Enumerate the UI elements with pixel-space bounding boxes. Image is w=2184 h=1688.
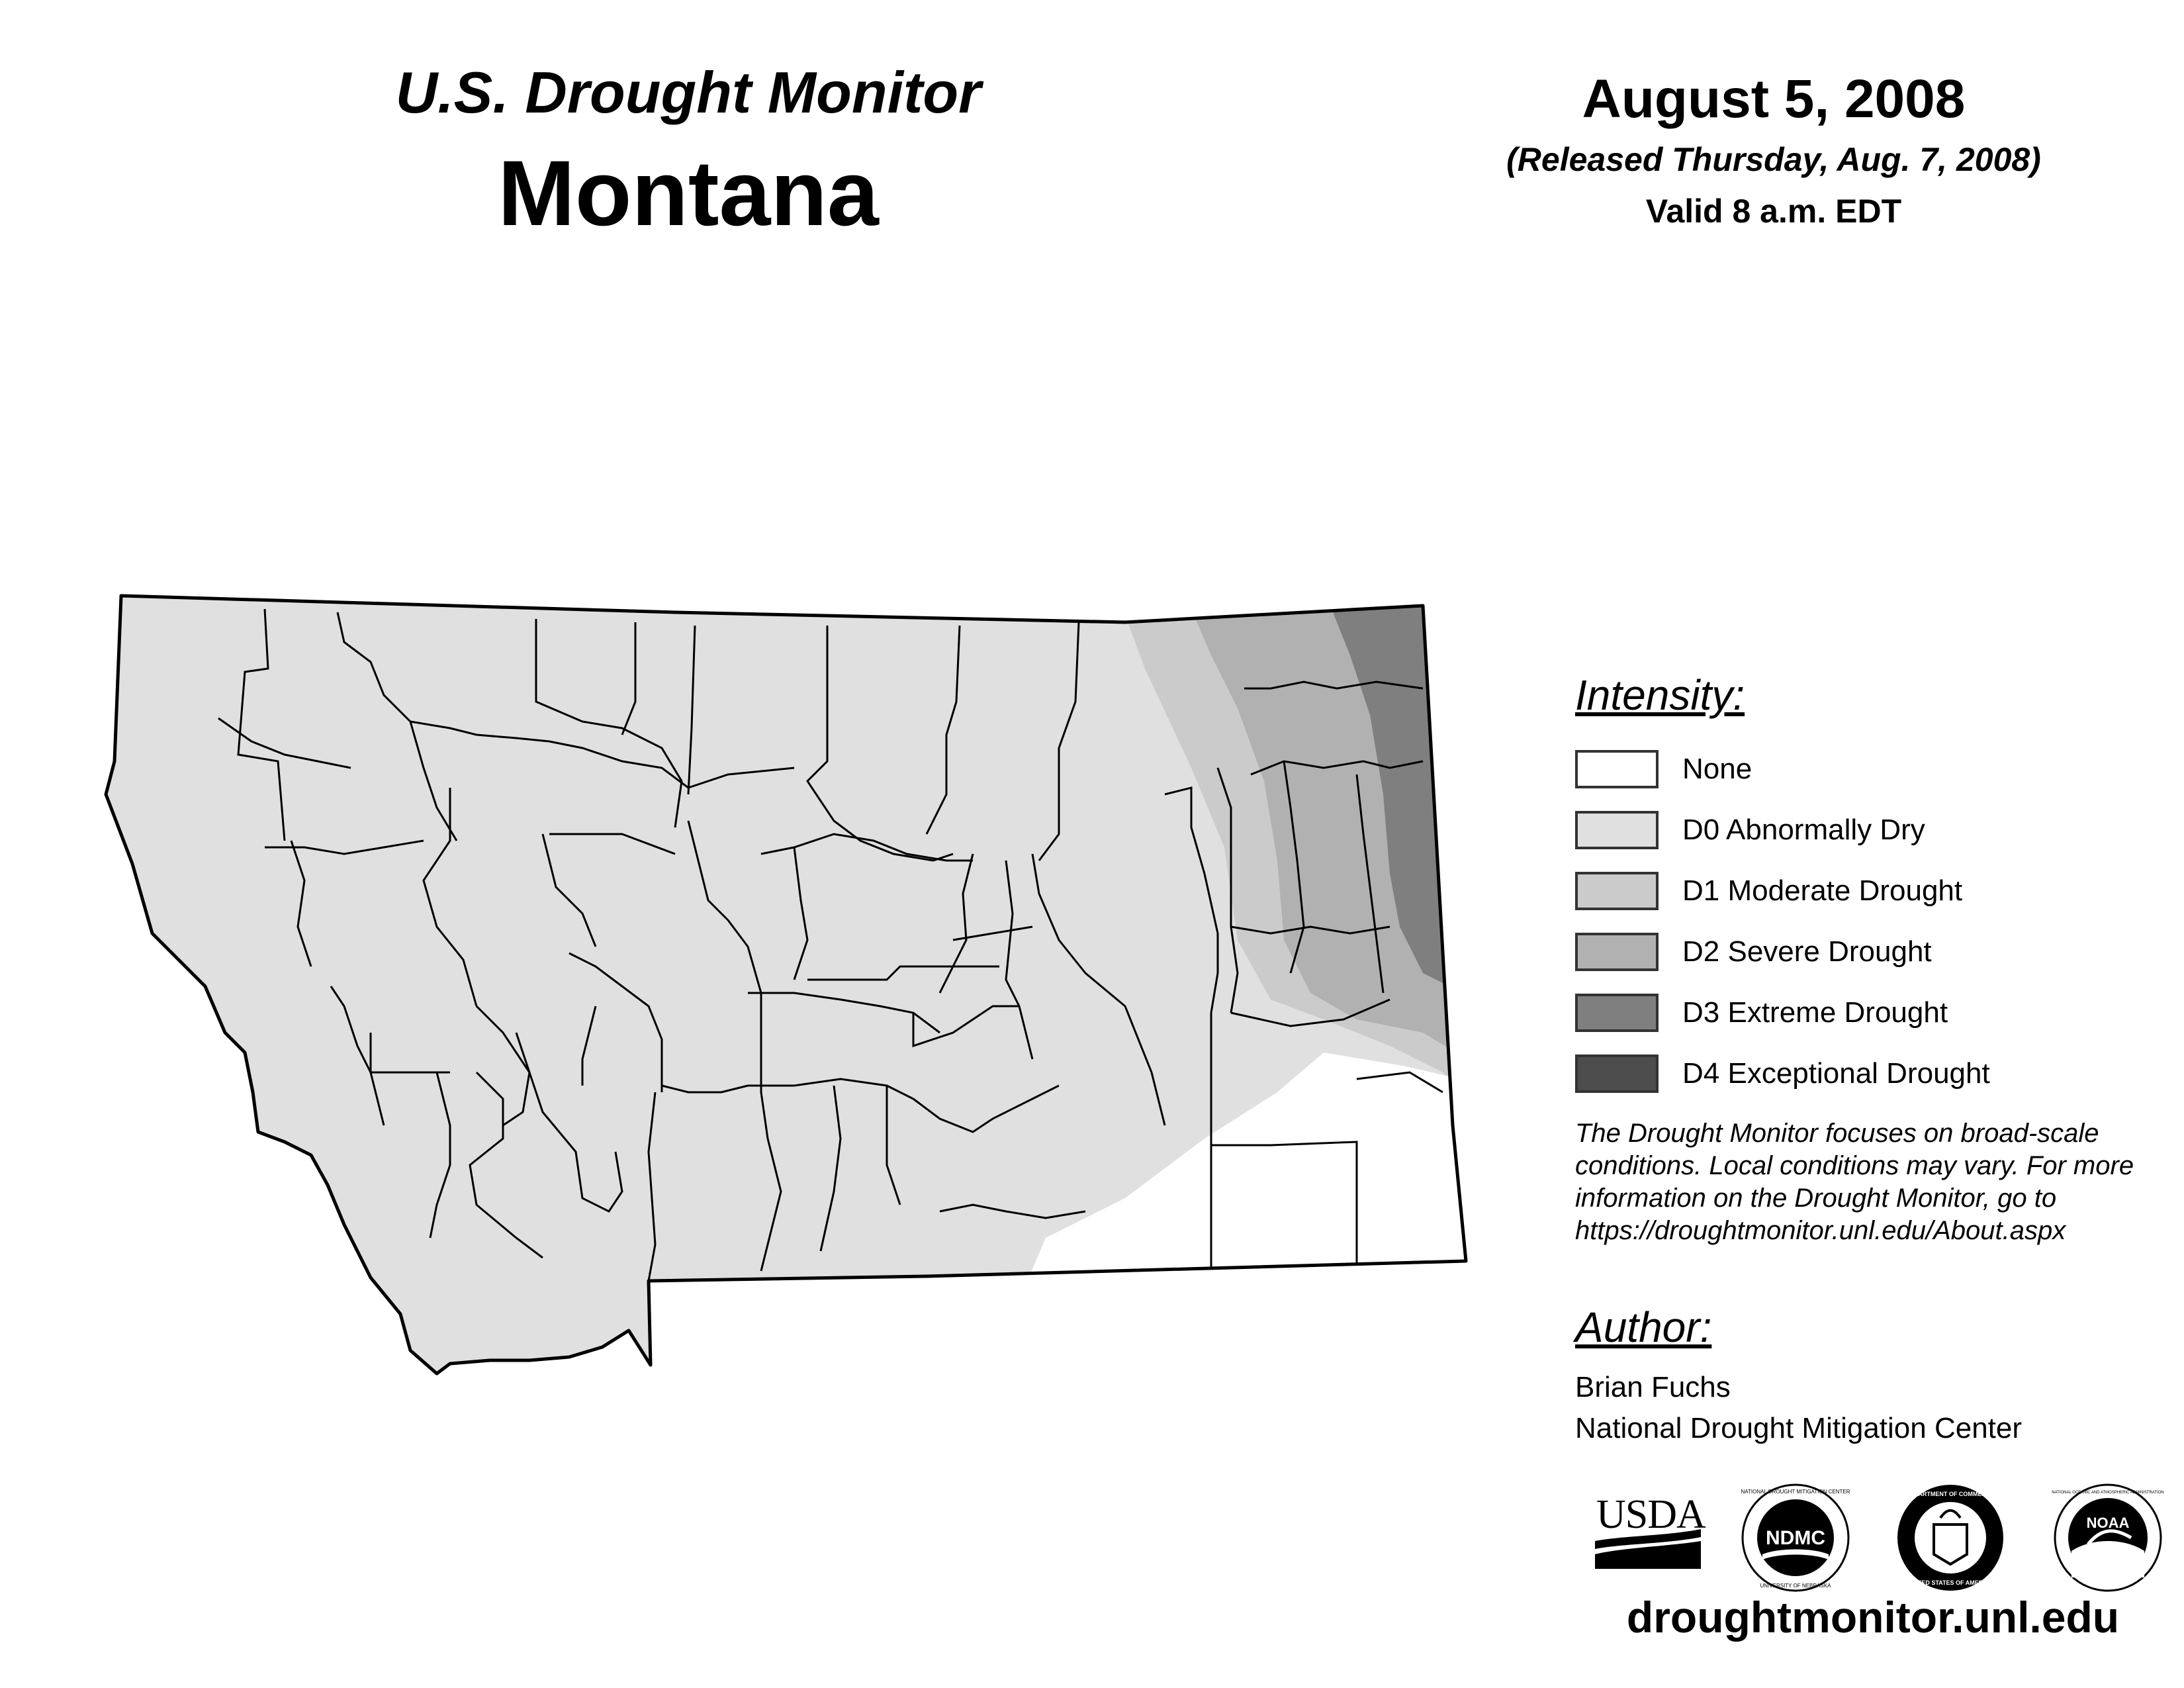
legend-item-d4 xyxy=(1575,1043,2171,1104)
legend xyxy=(1575,669,2171,1104)
legend-swatch xyxy=(1575,933,1659,971)
author-title: Author: xyxy=(1575,1303,1712,1351)
release-date: (Released Thursday, Aug. 7, 2008) xyxy=(1506,141,2041,178)
legend-label: None xyxy=(1682,753,1752,785)
noaa-logo-text: NOAA xyxy=(2086,1515,2130,1531)
ndmc-ring-top: NATIONAL DROUGHT MITIGATION CENTER xyxy=(1741,1489,1850,1495)
legend-swatch xyxy=(1575,994,1659,1032)
legend-title: Intensity: xyxy=(1575,671,1745,719)
legend-swatch xyxy=(1575,1055,1659,1093)
ndmc-logo xyxy=(1739,1481,1852,1594)
map-date: August 5, 2008 xyxy=(1582,69,1966,129)
legend-swatch xyxy=(1575,750,1659,788)
legend-label: D4 Exceptional Drought xyxy=(1682,1057,1990,1090)
noaa-logo xyxy=(2052,1481,2164,1594)
ndmc-logo-text: NDMC xyxy=(1766,1527,1825,1549)
usda-logo-text: USDA xyxy=(1596,1492,1706,1537)
commerce-ring-bottom: UNITED STATES OF AMERICA xyxy=(1907,1579,1993,1586)
noaa-ring-text: NATIONAL OCEANIC AND ATMOSPHERIC ADMINISTRATION xyxy=(2052,1491,2164,1495)
legend-label: D0 Abnormally Dry xyxy=(1682,814,1925,846)
disclaimer xyxy=(1575,1117,2184,1247)
legend-label: D3 Extreme Drought xyxy=(1682,996,1948,1029)
legend-item-none xyxy=(1575,739,2171,800)
valid-time: Valid 8 a.m. EDT xyxy=(1645,193,1902,230)
legend-swatch xyxy=(1575,811,1659,849)
ndmc-ring-bottom: UNIVERSITY OF NEBRASKA xyxy=(1760,1583,1831,1589)
agency-logos xyxy=(1588,1476,2171,1595)
usda-logo xyxy=(1595,1489,1707,1582)
legend-label: D2 Severe Drought xyxy=(1682,935,1932,968)
legend-item-d0 xyxy=(1575,800,2171,861)
commerce-ring-top: DEPARTMENT OF COMMERCE xyxy=(1906,1491,1995,1497)
legend-label: D1 Moderate Drought xyxy=(1682,874,1963,907)
legend-item-d3 xyxy=(1575,982,2171,1043)
author-block xyxy=(1575,1301,2171,1449)
disclaimer-link[interactable]: https://droughtmonitor.unl.edu/About.aspx xyxy=(1575,1216,2066,1245)
author-org: National Drought Mitigation Center xyxy=(1575,1412,2023,1444)
date-block xyxy=(1443,66,2105,233)
legend-item-d1 xyxy=(1575,861,2171,921)
website-link[interactable]: droughtmonitor.unl.edu xyxy=(1626,1593,2120,1642)
legend-swatch xyxy=(1575,872,1659,910)
disclaimer-line: The Drought Monitor focuses on broad-scale xyxy=(1575,1119,2099,1148)
author-name: Brian Fuchs xyxy=(1575,1371,1731,1403)
disclaimer-line: conditions. Local conditions may vary. For more xyxy=(1575,1151,2134,1180)
title-block xyxy=(371,56,1006,250)
state-title: Montana xyxy=(498,141,879,245)
commerce-logo xyxy=(1894,1481,2007,1594)
map-subtitle: U.S. Drought Monitor xyxy=(395,60,981,125)
legend-item-d2 xyxy=(1575,921,2171,982)
disclaimer-line: information on the Drought Monitor, go to xyxy=(1575,1184,2057,1213)
